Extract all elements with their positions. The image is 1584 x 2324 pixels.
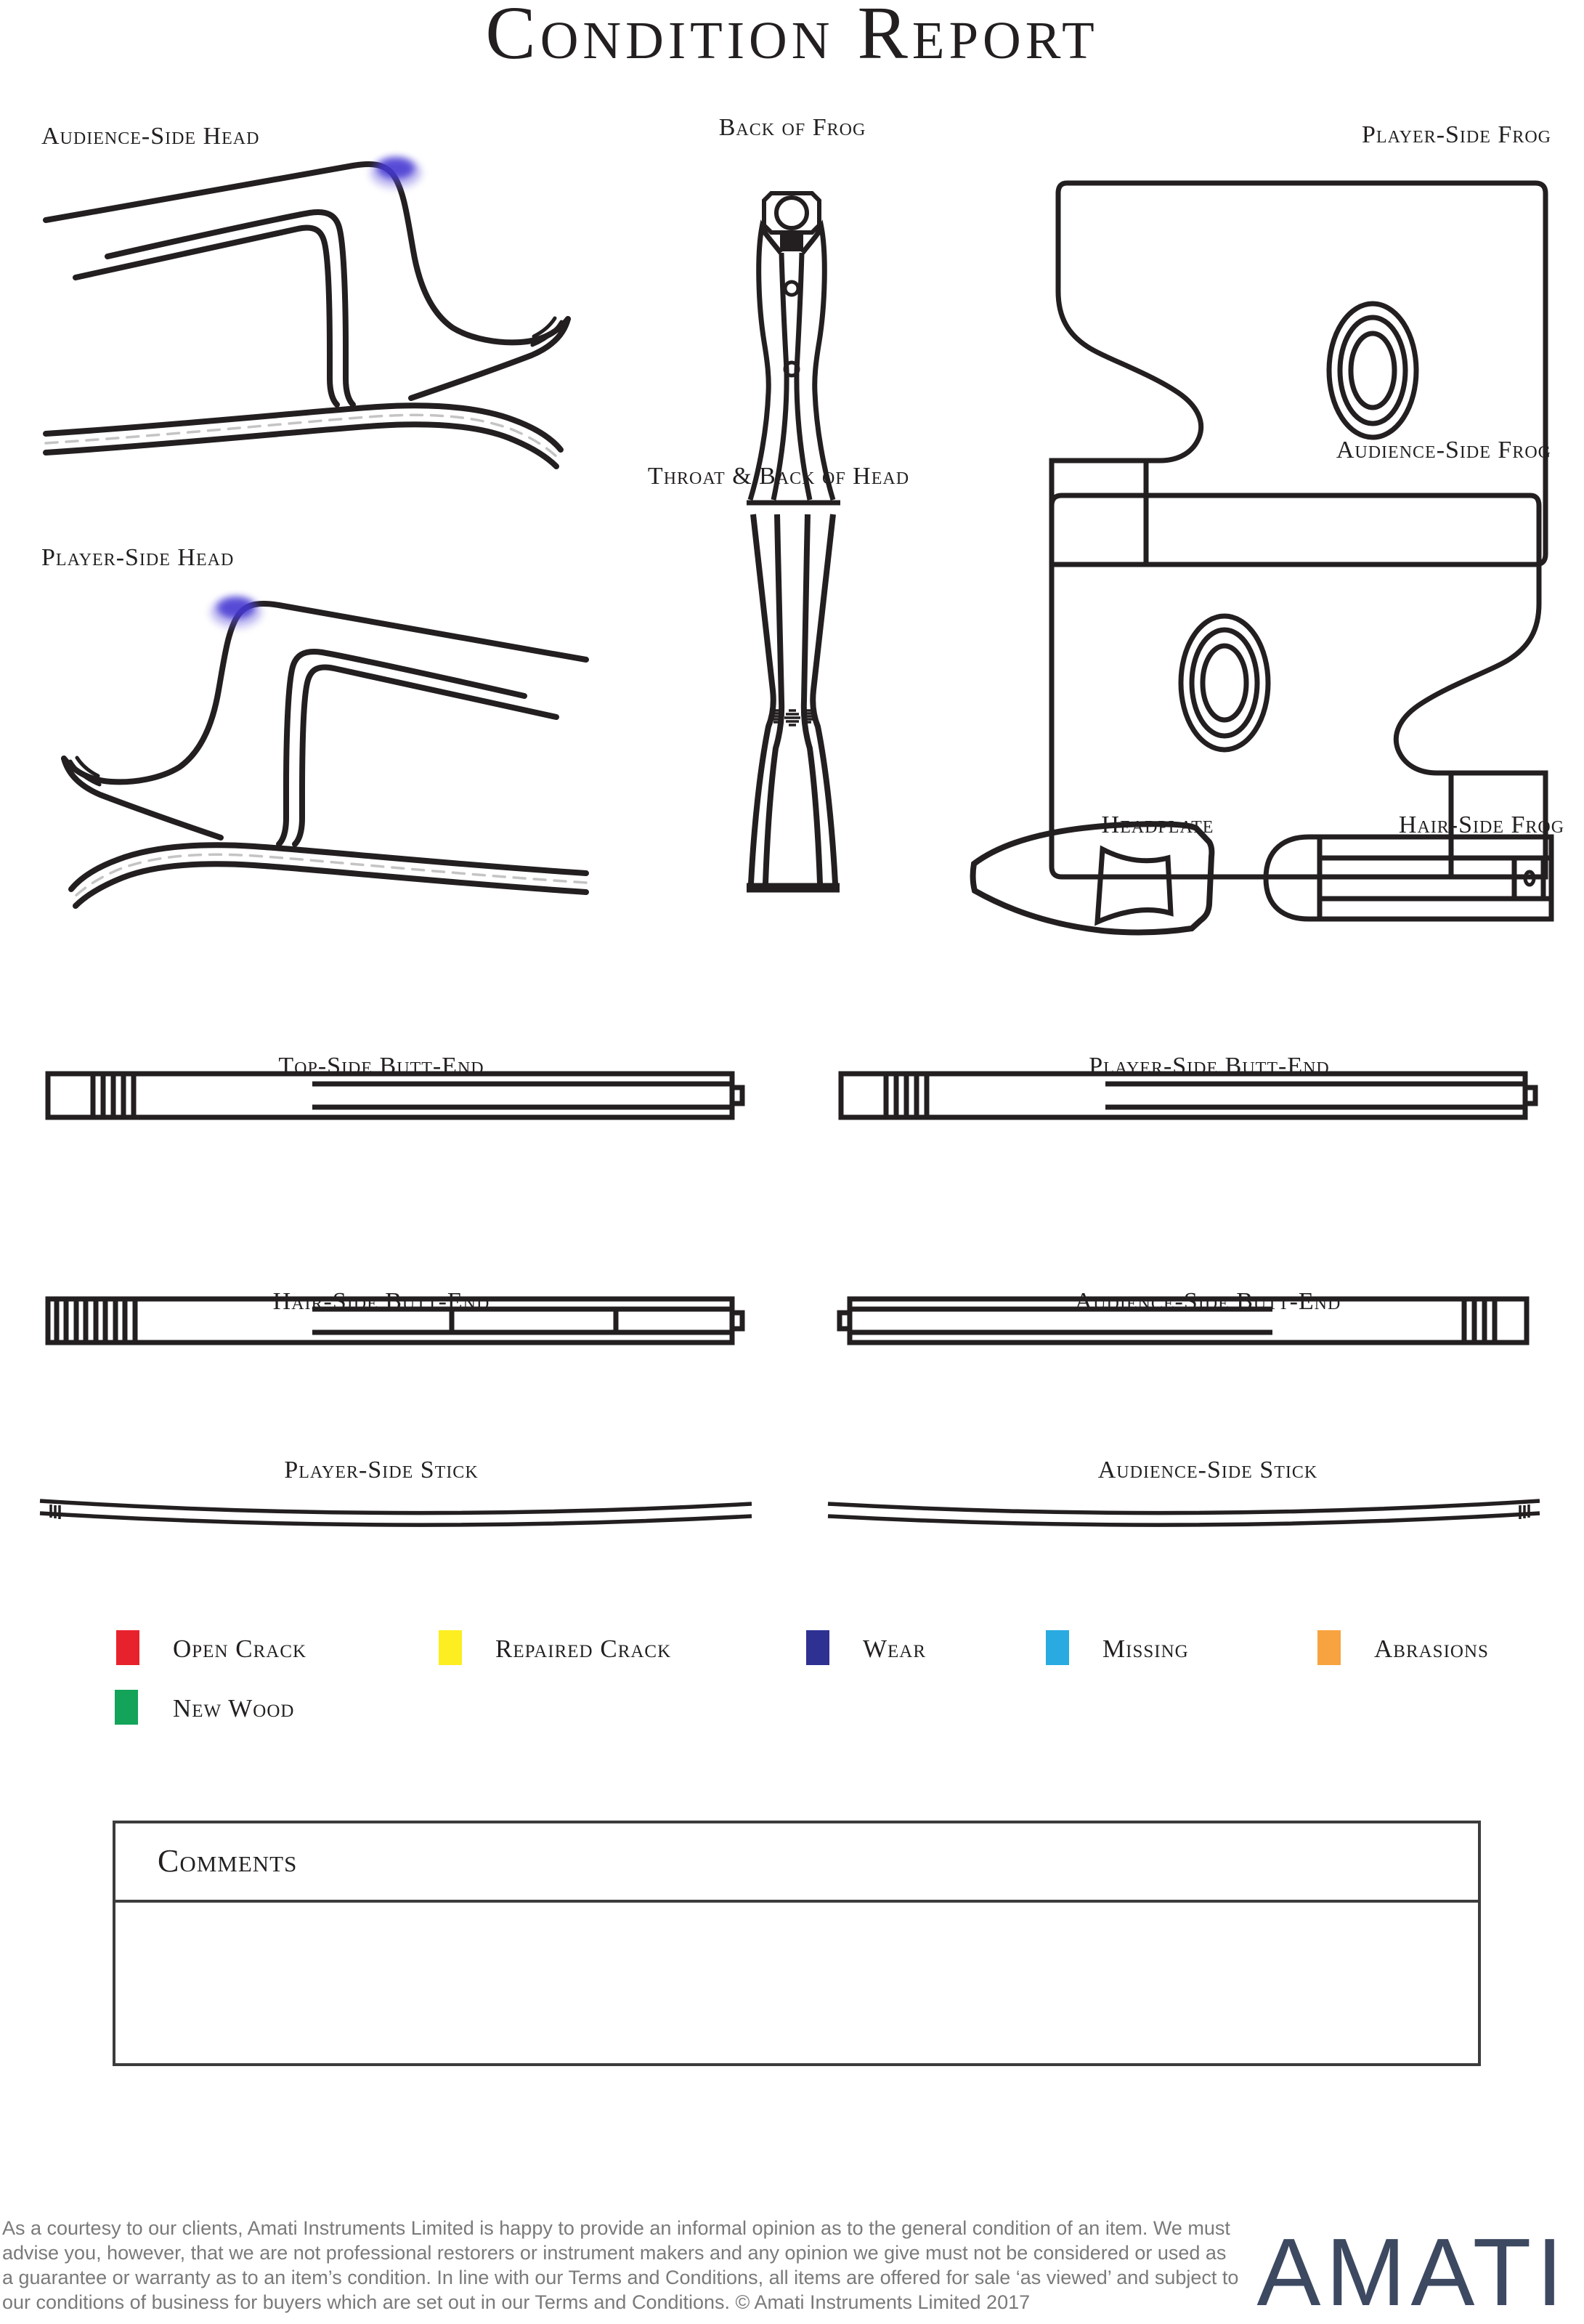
player-side-frog-diagram (1052, 183, 1546, 564)
legend-swatch-abrasions (1317, 1630, 1341, 1665)
footer-disclaimer-line-2: advise you, however, that we are not professional restorers or instrument makers and any opinion we give must not be considered or used as (2, 2242, 1227, 2264)
label-player-side-frog: Player-Side Frog (1362, 121, 1551, 148)
label-headplate: Headplate (1101, 811, 1214, 838)
legend-label-open-crack: Open Crack (173, 1635, 307, 1663)
comments-box (113, 1821, 1481, 2066)
player-side-stick-diagram (40, 1501, 752, 1525)
footer-disclaimer-line-4: our conditions of business for buyers which are set out in our Terms and Conditions. © Amati Instruments Limited 2017 (2, 2291, 1031, 2313)
label-player-side-head: Player-Side Head (41, 544, 235, 571)
label-player-side-butt-end: Player-Side Butt-End (1089, 1053, 1330, 1080)
comments-header (115, 1823, 1478, 1903)
label-throat-back-of-head: Throat & Back of Head (647, 463, 910, 490)
comments-heading: Comments (158, 1843, 298, 1879)
footer-disclaimer-line-3: a guarantee or warranty as to an item’s condition. In line with our Terms and Conditions, all items are offered for sale ‘as viewed’ and subject to (2, 2267, 1239, 2288)
legend-swatch-open-crack (116, 1630, 139, 1665)
legend-label-new-wood: New Wood (173, 1694, 295, 1722)
legend-label-repaired-crack: Repaired Crack (495, 1635, 672, 1663)
audience-side-stick-diagram (828, 1501, 1540, 1525)
legend-label-abrasions: Abrasions (1374, 1635, 1489, 1663)
legend-swatch-new-wood (115, 1690, 138, 1725)
label-audience-side-butt-end: Audience-Side Butt-End (1074, 1288, 1341, 1315)
legend-label-wear: Wear (863, 1635, 927, 1663)
legend-swatch-wear (806, 1630, 829, 1665)
label-player-side-stick: Player-Side Stick (284, 1457, 479, 1483)
label-audience-side-head: Audience-Side Head (41, 123, 260, 150)
label-audience-side-frog: Audience-Side Frog (1336, 437, 1551, 463)
back-of-frog-diagram (747, 193, 840, 503)
throat-back-of-head-diagram (747, 514, 840, 888)
comments-input-area[interactable] (115, 1903, 1478, 2063)
legend-swatch-missing (1046, 1630, 1069, 1665)
legend-label-missing: Missing (1102, 1635, 1189, 1663)
footer-disclaimer-line-1: As a courtesy to our clients, Amati Instruments Limited is happy to provide an informal opinion as to the general condition of an item. We must (2, 2217, 1230, 2239)
player-side-head-diagram (64, 596, 586, 906)
label-hair-side-frog: Hair-Side Frog (1398, 811, 1565, 838)
legend-swatch-repaired-crack (439, 1630, 462, 1665)
amati-logo: AMATI (1256, 2219, 1568, 2324)
label-top-side-butt-end: Top-Side Butt-End (278, 1053, 484, 1080)
label-hair-side-butt-end: Hair-Side Butt-End (272, 1288, 490, 1315)
label-back-of-frog: Back of Frog (718, 114, 866, 141)
page-title: Condition Report (485, 0, 1099, 75)
label-audience-side-stick: Audience-Side Stick (1097, 1457, 1318, 1483)
audience-side-head-diagram (46, 157, 568, 466)
